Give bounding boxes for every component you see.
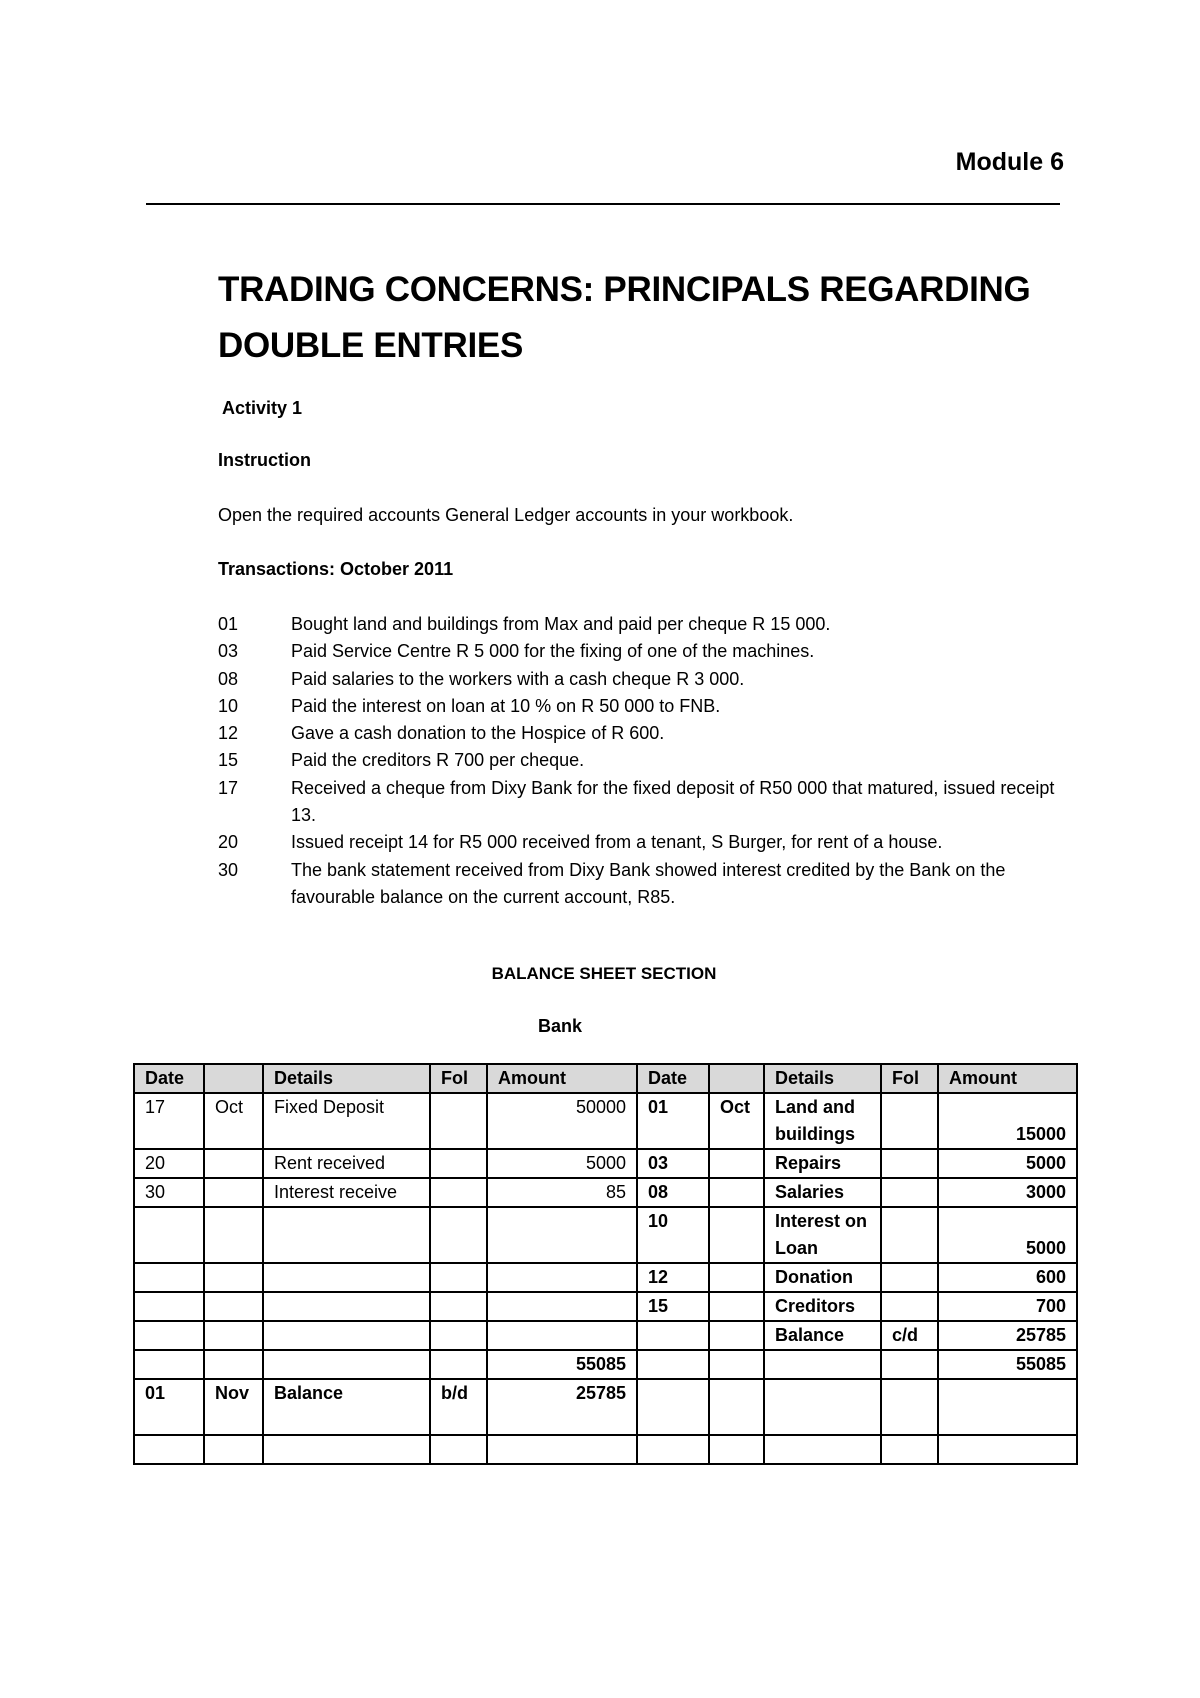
transaction-text: Received a cheque from Dixy Bank for the fixed deposit of R50 000 that matured, issued receipt 13. [291, 777, 1055, 826]
table-cell: Balance [263, 1379, 430, 1435]
header-cell: Details [263, 1064, 430, 1093]
table-cell: Balance [764, 1321, 881, 1350]
table-cell: 08 [637, 1178, 709, 1207]
table-row [134, 1263, 1077, 1292]
instruction-text: Open the required accounts General Ledger accounts in your workbook. [218, 505, 794, 525]
table-row [134, 1350, 1077, 1379]
table-cell [487, 1263, 637, 1292]
table-cell: Interest receive [263, 1178, 430, 1207]
table-cell [764, 1350, 881, 1379]
table-cell [134, 1321, 204, 1350]
table-row [134, 1321, 1077, 1350]
table-cell [204, 1350, 263, 1379]
table-cell: 85 [487, 1178, 637, 1207]
table-cell [709, 1178, 764, 1207]
table-cell [134, 1263, 204, 1292]
header-rule [146, 203, 1060, 205]
transaction-day: 20 [218, 832, 239, 853]
table-cell [881, 1263, 938, 1292]
transaction-day: 15 [218, 750, 239, 771]
table-row [134, 1379, 1077, 1435]
transaction-day: 17 [218, 777, 239, 798]
table-cell [881, 1149, 938, 1178]
transaction-item [218, 638, 1068, 665]
table-cell [263, 1263, 430, 1292]
table-cell [637, 1435, 709, 1464]
table-cell [204, 1178, 263, 1207]
table-cell [881, 1292, 938, 1321]
section-heading: BALANCE SHEET SECTION [491, 964, 717, 983]
instruction-heading: Instruction [218, 450, 311, 470]
table-cell [263, 1350, 430, 1379]
table-cell: 30 [134, 1178, 204, 1207]
table-cell [134, 1292, 204, 1321]
table-cell: 01 [637, 1093, 709, 1149]
table-cell [709, 1435, 764, 1464]
header-cell [709, 1064, 764, 1093]
transaction-text: Bought land and buildings from Max and paid per cheque R 15 000. [291, 614, 831, 634]
table-cell [764, 1435, 881, 1464]
table-cell: 55085 [487, 1350, 637, 1379]
transaction-text: The bank statement received from Dixy Bank showed interest credited by the Bank on the favourable balance on the current account, R85. [291, 859, 1006, 907]
transaction-item [218, 611, 1068, 638]
table-cell [263, 1321, 430, 1350]
page-title: TRADING CONCERNS: PRINCIPALS REGARDING DOUBLE ENTRIES [218, 270, 1031, 365]
table-cell [881, 1207, 938, 1263]
table-cell [430, 1149, 487, 1178]
table-cell: Nov [204, 1379, 263, 1435]
table-cell [487, 1321, 637, 1350]
header-cell [204, 1064, 263, 1093]
table-cell [709, 1292, 764, 1321]
table-cell: 12 [637, 1263, 709, 1292]
transactions-list [218, 611, 1068, 911]
table-cell [204, 1149, 263, 1178]
transaction-text: Paid salaries to the workers with a cash cheque R 3 000. [291, 668, 745, 689]
table-cell: Fixed Deposit [263, 1093, 430, 1149]
table-cell: 01 [134, 1379, 204, 1435]
table-cell [881, 1350, 938, 1379]
table-cell [263, 1435, 430, 1464]
table-cell: 15 [637, 1292, 709, 1321]
transaction-text: Paid Service Centre R 5 000 for the fixing of one of the machines. [291, 641, 815, 662]
table-cell [487, 1292, 637, 1321]
transaction-item [218, 666, 1068, 693]
table-cell: Land and buildings [764, 1093, 881, 1149]
table-cell: Oct [709, 1093, 764, 1149]
table-cell: Creditors [764, 1292, 881, 1321]
transaction-item [218, 857, 1068, 912]
table-cell [204, 1435, 263, 1464]
table-cell [430, 1207, 487, 1263]
transaction-item [218, 775, 1068, 830]
table-cell: Repairs [764, 1149, 881, 1178]
table-cell: c/d [881, 1321, 938, 1350]
table-cell [204, 1321, 263, 1350]
transaction-day: 03 [218, 641, 239, 662]
table-cell: Interest on Loan [764, 1207, 881, 1263]
table-cell: 5000 [938, 1149, 1077, 1178]
table-cell [430, 1292, 487, 1321]
table-cell [204, 1263, 263, 1292]
table-cell: 15000 [938, 1093, 1077, 1149]
header-cell: Amount [487, 1064, 637, 1093]
table-cell [637, 1350, 709, 1379]
table-cell [938, 1435, 1077, 1464]
table-cell [134, 1350, 204, 1379]
transaction-day: 12 [218, 723, 239, 744]
table-row [134, 1149, 1077, 1178]
table-cell [881, 1178, 938, 1207]
header-cell: Fol [430, 1064, 487, 1093]
transaction-day: 01 [218, 614, 239, 634]
table-cell [764, 1379, 881, 1435]
header-cell: Date [637, 1064, 709, 1093]
bank-ledger-table [133, 1063, 1078, 1465]
header-cell: Details [764, 1064, 881, 1093]
transaction-item [218, 693, 1068, 720]
table-row [134, 1207, 1077, 1263]
table-cell: Oct [204, 1093, 263, 1149]
transaction-text: Issued receipt 14 for R5 000 received from a tenant, S Burger, for rent of a house. [291, 832, 943, 853]
table-cell [430, 1263, 487, 1292]
table-cell [430, 1321, 487, 1350]
table-cell: 5000 [487, 1149, 637, 1178]
table-cell [134, 1207, 204, 1263]
table-cell [637, 1379, 709, 1435]
transaction-day: 08 [218, 668, 239, 689]
table-cell [637, 1321, 709, 1350]
table-cell [487, 1435, 637, 1464]
table-cell [430, 1350, 487, 1379]
table-cell: 25785 [487, 1379, 637, 1435]
table-cell: 50000 [487, 1093, 637, 1149]
table-header-row [134, 1064, 1077, 1093]
table-cell: 55085 [938, 1350, 1077, 1379]
table-cell [709, 1321, 764, 1350]
table-cell [263, 1207, 430, 1263]
table-cell: 5000 [938, 1207, 1077, 1263]
table-cell [709, 1263, 764, 1292]
transaction-text: Gave a cash donation to the Hospice of R 600. [291, 723, 665, 744]
header-cell: Amount [938, 1064, 1077, 1093]
table-cell [487, 1207, 637, 1263]
transaction-text: Paid the interest on loan at 10 % on R 50 000 to FNB. [291, 695, 721, 716]
table-cell [204, 1292, 263, 1321]
table-cell [430, 1093, 487, 1149]
table-cell: 10 [637, 1207, 709, 1263]
transaction-item [218, 720, 1068, 747]
transaction-item [218, 829, 1068, 856]
transactions-heading: Transactions: October 2011 [218, 559, 454, 579]
account-name: Bank [538, 1016, 583, 1036]
activity-label: Activity 1 [222, 398, 303, 418]
header-cell: Date [134, 1064, 204, 1093]
table-cell [881, 1093, 938, 1149]
table-cell [134, 1435, 204, 1464]
table-cell [881, 1435, 938, 1464]
table-cell [430, 1435, 487, 1464]
table-cell [709, 1207, 764, 1263]
table-cell [709, 1149, 764, 1178]
table-cell: 700 [938, 1292, 1077, 1321]
table-row [134, 1292, 1077, 1321]
table-cell [430, 1178, 487, 1207]
table-cell: 600 [938, 1263, 1077, 1292]
table-cell: b/d [430, 1379, 487, 1435]
table-cell [204, 1207, 263, 1263]
table-row [134, 1435, 1077, 1464]
table-row [134, 1178, 1077, 1207]
table-cell: 17 [134, 1093, 204, 1149]
transaction-text: Paid the creditors R 700 per cheque. [291, 750, 585, 771]
table-cell [709, 1350, 764, 1379]
table-cell: 25785 [938, 1321, 1077, 1350]
table-cell: 3000 [938, 1178, 1077, 1207]
table-cell [709, 1379, 764, 1435]
header-cell: Fol [881, 1064, 938, 1093]
table-cell [263, 1292, 430, 1321]
table-cell: 03 [637, 1149, 709, 1178]
table-row [134, 1093, 1077, 1149]
table-cell [938, 1379, 1077, 1435]
table-cell: Salaries [764, 1178, 881, 1207]
table-cell: Rent received [263, 1149, 430, 1178]
module-label: Module 6 [955, 148, 1064, 176]
table-cell: 20 [134, 1149, 204, 1178]
transaction-day: 30 [218, 859, 239, 880]
table-cell: Donation [764, 1263, 881, 1292]
transaction-item [218, 747, 1068, 774]
transaction-day: 10 [218, 695, 239, 716]
table-cell [881, 1379, 938, 1435]
